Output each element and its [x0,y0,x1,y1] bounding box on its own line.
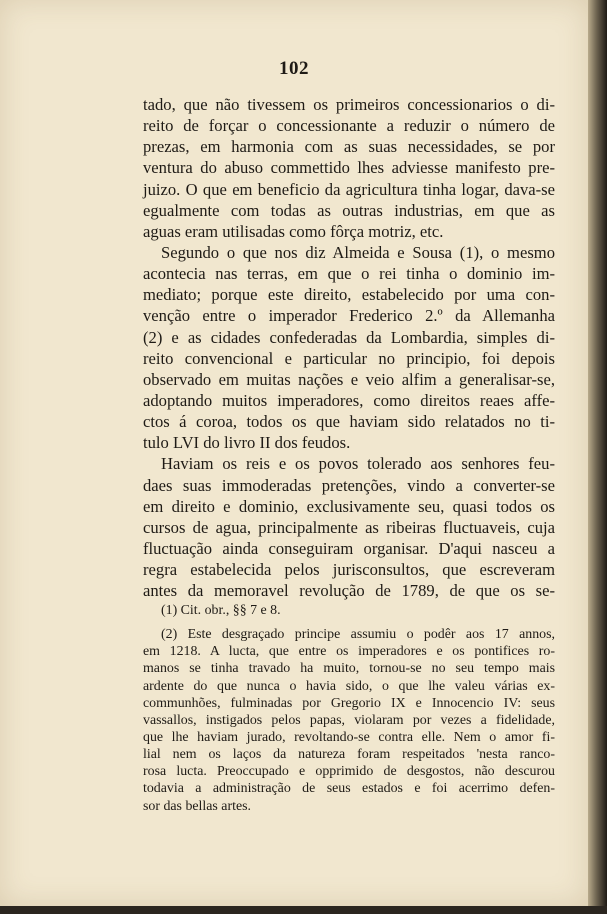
text-line: em direito e dominio, exclusivamente seu, quasi todos os [143,496,555,516]
paragraph [143,242,555,453]
footnote-line: lial nem os laços da natureza foram respeitados 'nesta ranco- [143,747,555,763]
body-text [143,94,555,601]
footnote-line: que lhe haviam jurado, revoltando-se contra elle. Nem o amor fi- [143,729,555,745]
text-line: reito convencional e particular no principio, foi depois [143,348,555,368]
footnote [143,602,555,619]
text-line: daes suas immoderadas pretenções, vindo a converter-se [143,475,555,495]
text-line: adoptando muitos imperadores, como direitos reaes affe- [143,390,555,410]
footnote-line: todavia a administração de seus estados e foi acerrimo defen- [143,781,555,797]
text-line: fluctuação ainda conseguiram organisar. D'aqui nasceu a [143,538,555,558]
footnotes [143,602,555,815]
text-line: Segundo o que nos diz Almeida e Sousa (1), o mesmo [161,242,555,262]
text-line: prezas, em harmonia com as suas necessidades, se por [143,137,555,157]
text-line: reito de forçar o concessionante a reduzir o número de [143,116,555,136]
text-line: (2) e as cidades confederadas da Lombardia, simples di- [143,327,555,347]
text-line: antes da memoravel revolução de 1789, de que os se- [143,581,555,601]
footnote-line: (1) Cit. obr., §§ 7 e 8. [161,603,281,618]
text-line: acontecia nas terras, em que o rei tinha o dominio im- [143,264,555,284]
text-line: juizo. O que em beneficio da agricultura tinha logar, dava-se [143,179,555,199]
text-line: mediato; porque este direito, estabelecido por uma con- [143,285,555,305]
footnote-line: sor das bellas artes. [143,798,252,814]
book-spine-shadow [588,0,607,914]
footnote-line: (2) Este desgraçado principe assumiu o podêr aos 17 annos, [161,627,555,643]
footnote-line: vassallos, instigados pelos papas, violaram por vezes a fidelidade, [143,712,555,728]
paragraph [143,94,555,242]
footnote-line: rosa lucta. Preoccupado e opprimido de desgostos, não descurou [143,764,555,780]
footnote-line: manos se tinha travado ha muito, tornou-se no seu tempo mais [143,661,555,677]
footnote-line: em 1218. A lucta, que entre os imperadores e os pontifices ro- [143,644,555,660]
page-number: 102 [279,58,309,79]
text-line: Haviam os reis e os povos tolerado aos senhores feu- [161,454,555,474]
footnote [143,626,555,815]
text-line: regra estabelecida pelos jurisconsultos, que escreveram [143,560,555,580]
page-bottom-edge [0,906,607,914]
text-line: cursos de agua, principalmente as ribeiras fluctuaveis, cuja [143,517,555,537]
text-line: tado, que não tivessem os primeiros concessionarios o di- [143,95,555,114]
footnote-line: communhões, fulminadas por Gregorio IX e Innocencio IV: seus [143,695,555,711]
text-line: venção entre o imperador Frederico 2.º da Allemanha [143,306,555,326]
text-line: ventura do abuso commettido lhes adviesse manifesto pre- [143,158,555,178]
text-line: aguas eram utilisadas como fôrça motriz, etc. [143,221,444,241]
text-line: egualmente com todas as outras industrias, em que as [143,200,555,220]
paragraph [143,453,555,601]
text-line: ctos á coroa, todos os que haviam sido relatados no ti- [143,412,555,432]
text-line: observado em muitas nações e veio alfim a generalisar-se, [143,369,555,389]
footnote-line: ardente do que nunca o havia sido, o que lhe valeu várias ex- [143,678,555,694]
text-line: tulo LVI do livro II dos feudos. [143,433,351,453]
